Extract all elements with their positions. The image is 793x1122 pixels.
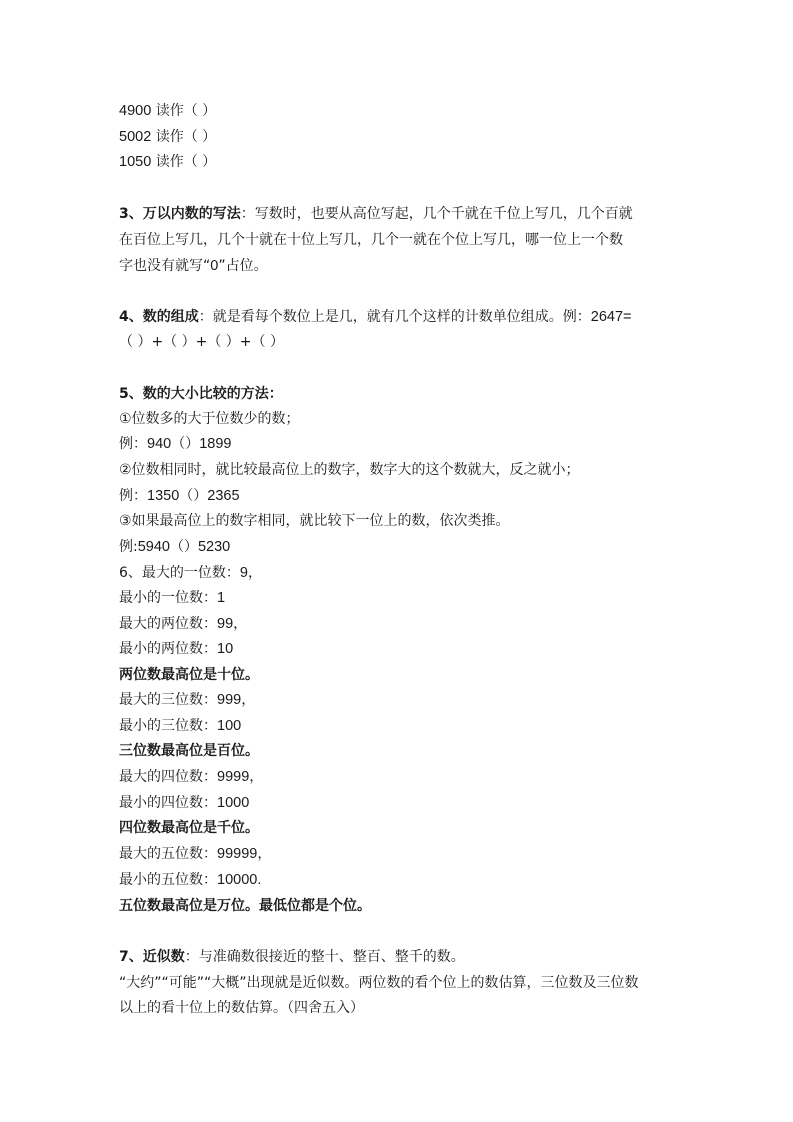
heading-text: 五位数最高位是万位。最低位都是个位。	[119, 898, 371, 914]
line-text: 最小的四位数：	[119, 795, 217, 811]
line-text: 最小的一位数：	[119, 590, 217, 606]
text-line	[119, 614, 247, 634]
heading-text: 4、数的组成	[119, 309, 199, 325]
line-text: 0	[210, 258, 219, 274]
text-line	[119, 741, 259, 761]
line-text: 5940	[137, 539, 170, 555]
heading-text: 5、数的大小比较的方法：	[119, 386, 283, 402]
text-line	[119, 409, 300, 429]
text-line	[119, 973, 639, 993]
line-text: 例：	[119, 488, 147, 504]
line-text: 999	[217, 692, 242, 708]
line-text: “大约”“可能”“大概”出现就是近似数。两位数的看个位上的数估算，三位数及三位数	[119, 975, 639, 991]
line-text: 最小的三位数：	[119, 718, 217, 734]
text-line	[119, 537, 230, 557]
line-text: ，	[248, 565, 262, 581]
line-text: ：就是看每个数位上是几，就有几个这样的计数单位组成。例：	[198, 309, 591, 325]
heading-text: 7、近似数	[119, 949, 185, 965]
line-text: ：写数时，也要从高位写起，几个千就在千位上写几，几个百就	[240, 206, 633, 222]
text-line	[119, 101, 216, 121]
heading-text: 四位数最高位是千位。	[119, 820, 259, 836]
line-text: （）	[171, 436, 200, 452]
line-text: 最大的五位数：	[119, 846, 217, 862]
line-text: ，	[241, 692, 256, 708]
line-text: 6、最大的一位数：	[119, 565, 240, 581]
text-line	[119, 230, 623, 250]
line-text: （）	[179, 488, 208, 504]
line-text: 最大的两位数：	[119, 616, 217, 632]
line-text: 最大的四位数：	[119, 769, 217, 785]
line-text: ：与准确数很接近的整十、整百、整千的数。	[184, 949, 465, 965]
text-line	[119, 639, 233, 659]
text-line	[119, 486, 240, 506]
line-text: 以上的看十位上的数估算。（四舍五入）	[119, 1000, 364, 1016]
line-text: 读作（ ）	[151, 129, 217, 145]
line-text: 例:	[119, 539, 138, 555]
line-text: ②位数相同时，就比较最高位上的数字，数字大的这个数就大，反之就小；	[119, 462, 580, 478]
heading-text: 两位数最高位是十位。	[119, 667, 259, 683]
line-text: 99	[217, 616, 234, 632]
text-line	[119, 716, 241, 736]
text-line	[119, 818, 259, 838]
heading-text: 三位数最高位是百位。	[119, 743, 259, 759]
text-line	[119, 204, 633, 224]
text-line	[119, 690, 255, 710]
line-text: 9	[239, 565, 248, 581]
line-text: 9999	[217, 769, 250, 785]
text-line	[119, 434, 231, 454]
line-text: 1050	[119, 154, 152, 170]
text-line	[119, 384, 283, 404]
text-line	[119, 332, 284, 352]
text-line	[119, 256, 268, 276]
line-text: 10	[217, 641, 234, 657]
text-line	[119, 665, 259, 685]
line-text: ①位数多的大于位数少的数；	[119, 411, 300, 427]
line-text: 99999	[217, 846, 258, 862]
line-text: 5002	[119, 129, 152, 145]
line-text: 1000	[217, 795, 250, 811]
line-text: （）	[169, 539, 198, 555]
text-line	[119, 127, 216, 147]
line-text: 最小的五位数：	[119, 872, 217, 888]
line-text: 2647=	[590, 309, 632, 325]
line-text: ，	[249, 769, 264, 785]
text-line	[119, 844, 271, 864]
text-line	[119, 767, 263, 787]
line-text: 在百位上写几，几个十就在十位上写几，几个一就在个位上写几，哪一位上一个数	[119, 232, 623, 248]
text-line	[119, 998, 364, 1018]
line-text: ，	[233, 616, 248, 632]
text-line	[119, 896, 371, 916]
line-text: 读作（ ）	[151, 103, 217, 119]
line-text: ，	[257, 846, 272, 862]
line-text: 10000.	[217, 872, 262, 888]
text-line	[119, 460, 580, 480]
line-text: 读作（ ）	[151, 154, 217, 170]
line-text: 1	[217, 590, 226, 606]
text-line	[119, 947, 465, 967]
line-text: 940	[147, 436, 172, 452]
line-text: ③如果最高位上的数字相同，就比较下一位上的数，依次类推。	[119, 513, 510, 529]
text-line	[119, 152, 216, 172]
line-text: 100	[217, 718, 242, 734]
text-line	[119, 870, 261, 890]
text-line	[119, 793, 249, 813]
line-text: （ ）+（ ）+（ ）+（ ）	[119, 334, 284, 350]
line-text: ”占位。	[218, 258, 268, 274]
line-text: 字也没有就写“	[119, 258, 211, 274]
heading-text: 3、万以内数的写法	[119, 206, 241, 222]
line-text: 最小的两位数：	[119, 641, 217, 657]
text-line	[119, 588, 225, 608]
line-text: 1350	[147, 488, 180, 504]
line-text: 4900	[119, 103, 152, 119]
line-text: 最大的三位数：	[119, 692, 217, 708]
text-line	[119, 563, 262, 583]
text-line	[119, 307, 631, 327]
line-text: 例：	[119, 436, 147, 452]
line-text: 5230	[197, 539, 231, 555]
line-text: 2365	[207, 488, 240, 504]
line-text: 1899	[199, 436, 232, 452]
text-line	[119, 511, 510, 531]
